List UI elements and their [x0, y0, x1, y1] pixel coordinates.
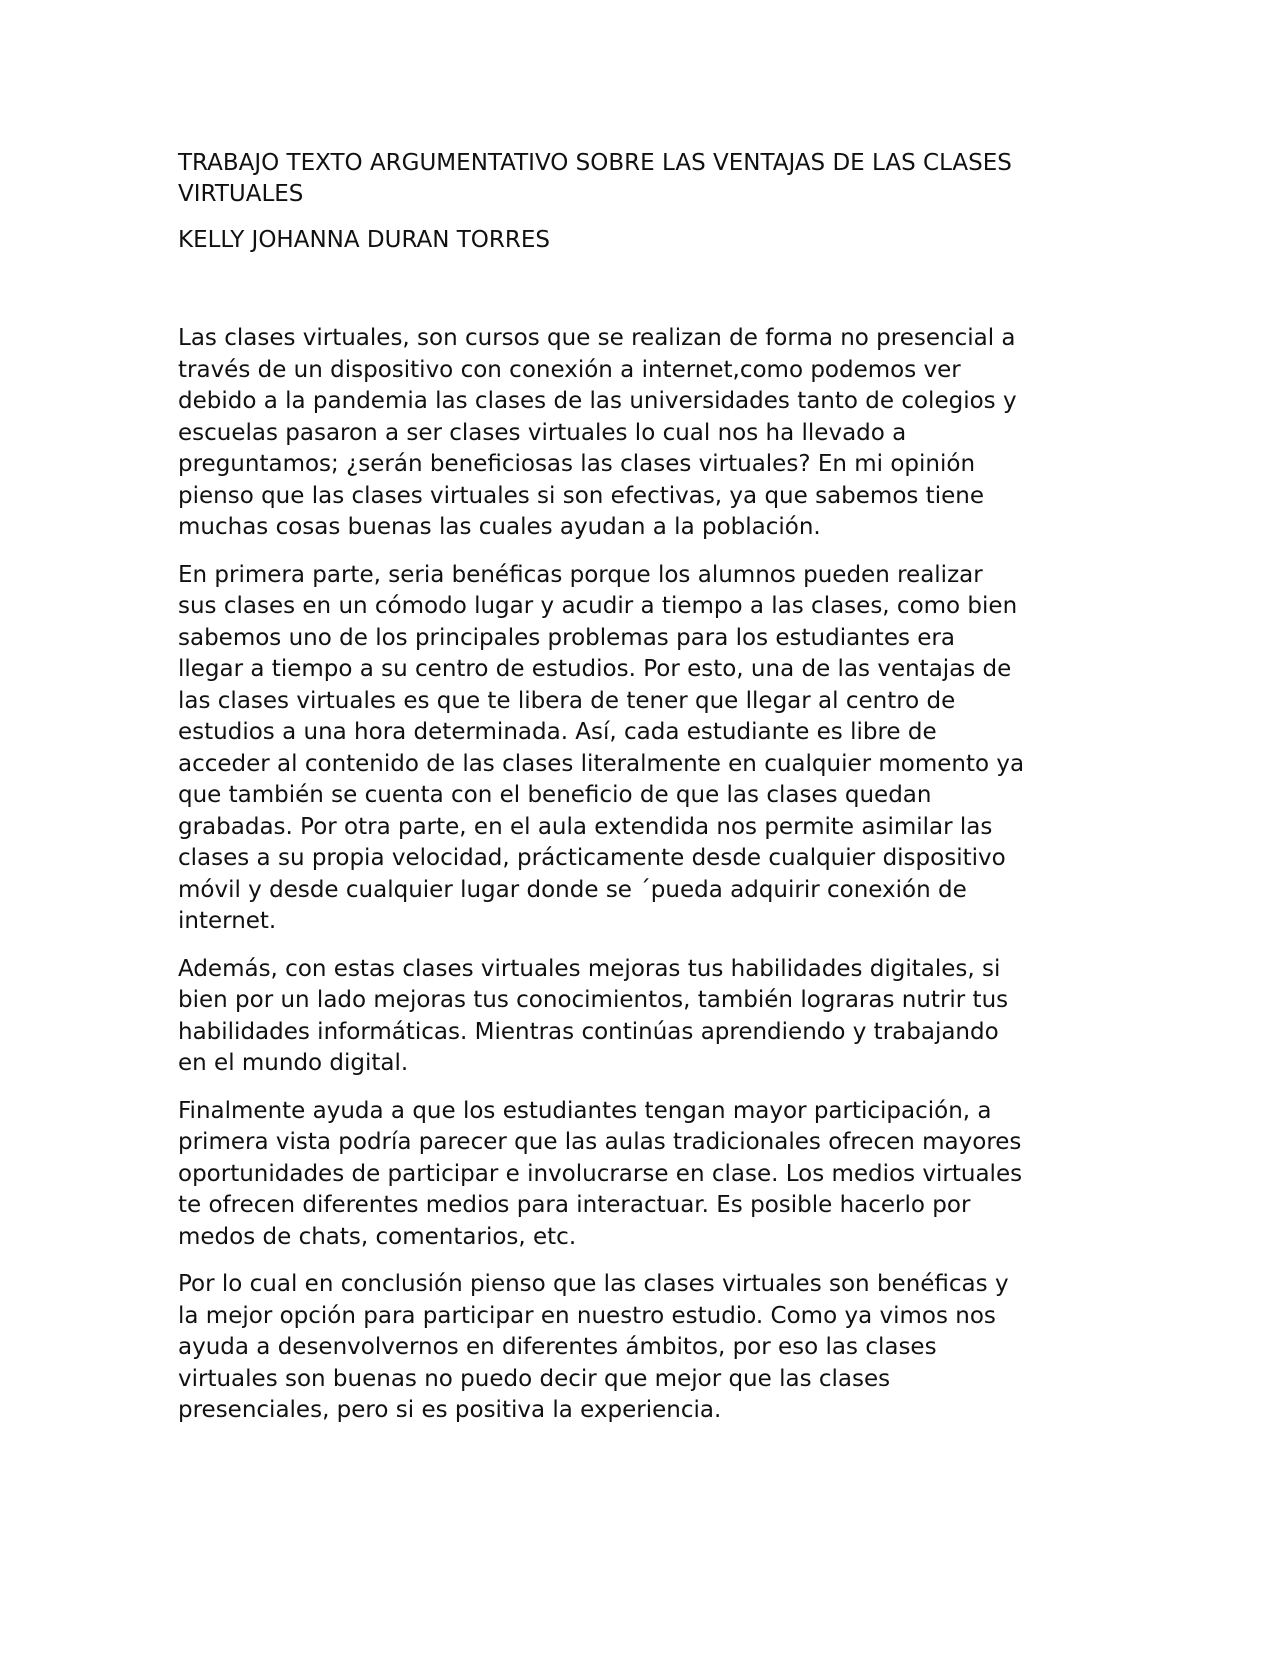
paragraph-line: las clases virtuales es que te libera de tener que llegar al centro de [178, 687, 956, 714]
paragraph-line: móvil y desde cualquier lugar donde se ´pueda adquirir conexión de [178, 876, 967, 903]
paragraph-line: través de un dispositivo con conexión a internet,como podemos ver [178, 356, 961, 383]
document-title [178, 148, 1110, 210]
paragraph-line: clases a su propia velocidad, prácticamente desde cualquier dispositivo [178, 845, 1006, 871]
paragraph-line: debido a la pandemia las clases de las universidades tanto de colegios y [178, 388, 1017, 414]
paragraph-line: estudios a una hora determinada. Así, cada estudiante es libre de [178, 719, 937, 745]
document-body [178, 323, 1110, 1427]
title-line: VIRTUALES [178, 181, 304, 207]
paragraph-line: ayuda a desenvolvernos en diferentes ámbitos, por eso las clases [178, 1334, 937, 1360]
paragraph-conclusion [178, 1269, 1110, 1427]
paragraph-line: sus clases en un cómodo lugar y acudir a tiempo a las clases, como bien [178, 593, 1018, 619]
paragraph-line: muchas cosas buenas las cuales ayudan a la población. [178, 514, 821, 540]
paragraph-line: medos de chats, comentarios, etc. [178, 1223, 577, 1250]
paragraph-line: habilidades informáticas. Mientras continúas aprendiendo y trabajando [178, 1018, 999, 1045]
paragraph-line: escuelas pasaron a ser clases virtuales lo cual nos ha llevado a [178, 419, 907, 446]
paragraph-line: oportunidades de participar e involucrarse en clase. Los medios virtuales [178, 1160, 1023, 1187]
paragraph-line: preguntamos; ¿serán beneficiosas las clases virtuales? En mi opinión [178, 451, 976, 477]
paragraph-line: presenciales, pero si es positiva la experiencia. [178, 1397, 722, 1423]
paragraph-second-argument [178, 954, 1110, 1080]
paragraph-third-argument [178, 1096, 1110, 1254]
paragraph-line: bien por un lado mejoras tus conocimientos, también lograras nutrir tus [178, 987, 1009, 1013]
paragraph-line: la mejor opción para participar en nuestro estudio. Como ya vimos nos [178, 1302, 996, 1329]
paragraph-line: llegar a tiempo a su centro de estudios. Por esto, una de las ventajas de [178, 656, 1012, 682]
paragraph-line: primera vista podría parecer que las aulas tradicionales ofrecen mayores [178, 1129, 1022, 1155]
paragraph-line: acceder al contenido de las clases literalmente en cualquier momento ya [178, 750, 1025, 777]
paragraph-introduction [178, 323, 1110, 544]
paragraph-line: te ofrecen diferentes medios para interactuar. Es posible hacerlo por [178, 1192, 971, 1218]
paragraph-line: Además, con estas clases virtuales mejoras tus habilidades digitales, si [178, 955, 1001, 982]
paragraph-line: sabemos uno de los principales problemas para los estudiantes era [178, 624, 955, 651]
paragraph-first-argument [178, 560, 1110, 938]
paragraph-line: pienso que las clases virtuales si son efectivas, ya que sabemos tiene [178, 482, 984, 509]
paragraph-line: internet. [178, 908, 277, 934]
title-line: TRABAJO TEXTO ARGUMENTATIVO SOBRE LAS VENTAJAS DE LAS CLASES [178, 150, 1012, 176]
paragraph-line: Por lo cual en conclusión pienso que las clases virtuales son benéficas y [178, 1271, 1009, 1297]
paragraph-line: que también se cuenta con el beneficio de que las clases quedan [178, 782, 932, 808]
paragraph-line: virtuales son buenas no puedo decir que mejor que las clases [178, 1365, 891, 1392]
paragraph-line: Finalmente ayuda a que los estudiantes tengan mayor participación, a [178, 1097, 992, 1124]
paragraph-line: grabadas. Por otra parte, en el aula extendida nos permite asimilar las [178, 813, 993, 840]
paragraph-line: Las clases virtuales, son cursos que se realizan de forma no presencial a [178, 325, 1016, 351]
document-content [178, 148, 1110, 1443]
paragraph-line: en el mundo digital. [178, 1050, 409, 1076]
paragraph-line: En primera parte, seria benéficas porque los alumnos pueden realizar [178, 561, 983, 588]
author-name: KELLY JOHANNA DURAN TORRES [178, 227, 551, 253]
